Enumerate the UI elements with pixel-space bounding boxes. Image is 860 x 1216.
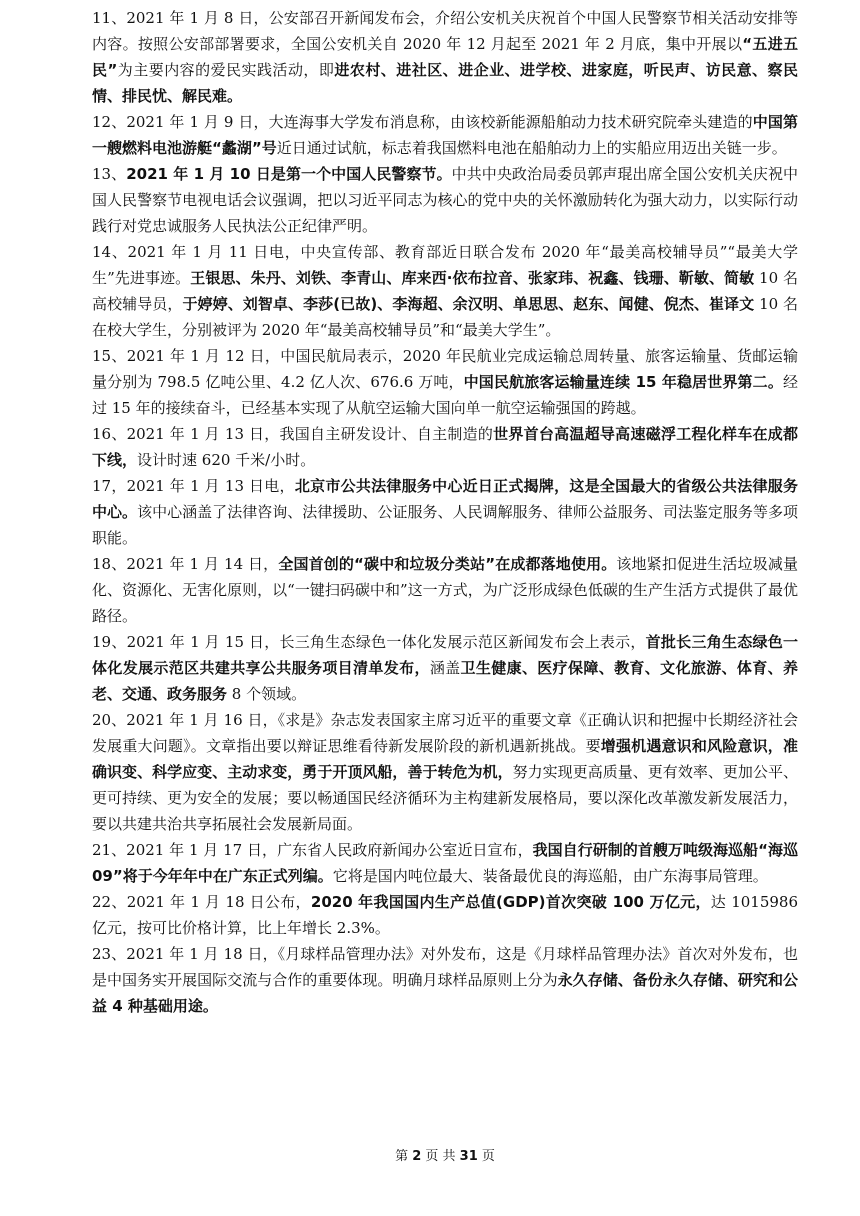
news-item [92,473,798,551]
news-item [92,837,798,889]
document-page [92,0,798,1216]
bold-text-segment: “五进五民” [92,35,798,79]
news-item [92,889,798,941]
footer-suffix: 页 [477,1149,495,1164]
page-total: 31 [459,1149,478,1164]
bold-text-segment: 2021 年 1 月 10 日是第一个中国人民警察节。 [126,165,452,183]
bold-text-segment: 北京市公共法律服务中心近日正式揭牌，这是全国最大的省级公共法律服务中心。 [92,477,798,521]
text-segment: 设计时速 620 千米/小时。 [137,451,316,469]
text-segment: 19、2021 年 1 月 15 日，长三角生态绿色一体化发展示范区新闻发布会上表示， [92,633,646,651]
text-segment: 17，2021 年 1 月 13 日电， [92,477,295,495]
text-segment: 达 1015986 亿元，按可比价格计算，比上年增长 2.3%。 [92,893,799,937]
text-segment: 23、2021 年 1 月 18 日，《月球样品管理办法》对外发布，这是《月球样品管理办法》首次对外发布，也是中国务实开展国际交流与合作的重要体现。明确月球样品原则上分为 [92,945,798,989]
bold-text-segment: 于婷婷、刘智卓、李莎(已故)、李海超、余汉明、单思思、赵东、闻健、倪杰、崔译文 [182,295,755,313]
news-list [92,5,798,1019]
bold-text-segment: 王银思、朱丹、刘铁、李青山、库来西·依布拉音、张家玮、祝鑫、钱珊、靳敏、简敏 [190,269,755,287]
text-segment: 22、2021 年 1 月 18 日公布， [92,893,311,911]
text-segment: 20、2021 年 1 月 16 日，《求是》杂志发表国家主席习近平的重要文章《正确认识和把握中长期经济社会发展重大问题》。文章指出要以辩证思维看待新发展阶段的新机遇新挑战。要 [92,711,798,755]
page-footer [92,1148,798,1166]
bold-text-segment: 卫生健康、医疗保障、教育、文化旅游、体育、养老、交通、政务服务 [92,659,798,703]
text-segment: 经过 15 年的接续奋斗，已经基本实现了从航空运输大国向单一航空运输强国的跨越。 [92,373,798,417]
news-item [92,629,798,707]
text-segment: 12、2021 年 1 月 9 日，大连海事大学发布消息称，由该校新能源船舶动力技术研究院牵头建造的 [92,113,753,131]
text-segment: 努力实现更高质量、更有效率、更加公平、更可持续、更为安全的发展；要以畅通国民经济循环为主构建新发展格局，要以深化改革激发新发展活力，要以共建共治共享拓展社会发展新局面。 [92,763,798,833]
news-item [92,707,798,837]
footer-prefix: 第 [395,1149,413,1164]
news-item [92,421,798,473]
page-number: 2 [412,1149,422,1164]
news-item [92,551,798,629]
text-segment: 16、2021 年 1 月 13 日，我国自主研发设计、自主制造的 [92,425,494,443]
news-item [92,941,798,1019]
text-segment: 该中心涵盖了法律咨询、法律援助、公证服务、人民调解服务、律师公益服务、司法鉴定服务等多项职能。 [92,503,798,547]
news-item [92,109,798,161]
text-segment: 该地紧扣促进生活垃圾减量化、资源化、无害化原则，以“一键扫码碳中和”这一方式，为广泛形成绿色低碳的生产生活方式提供了最优路径。 [92,555,798,625]
text-segment: 为主要内容的爱民实践活动，即 [117,61,335,79]
bold-text-segment: 永久存储、备份永久存储、研究和公益 4 种基础用途。 [92,971,798,1015]
news-item [92,5,798,109]
text-segment: 10 名在校大学生，分别被评为 2020 年“最美高校辅导员”和“最美大学生”。 [92,295,798,339]
text-segment: 中共中央政治局委员郭声琨出席全国公安机关庆祝中国人民警察节电视电话会议强调，把以习近平同志为核心的党中央的关怀激励转化为强大动力，以实际行动践行对党忠诚服务人民执法公正纪律严明。 [92,165,799,235]
news-item [92,239,798,343]
text-segment: 它将是国内吨位最大、装备最优良的海巡船，由广东海事局管理。 [332,867,768,885]
text-segment: 11、2021 年 1 月 8 日，公安部召开新闻发布会，介绍公安机关庆祝首个中国人民警察节相关活动安排等内容。按照公安部部署要求，全国公安机关自 2020 年 12 月起至 2021 年 2 月底，集中开展以 [92,9,798,53]
text-segment: 涵盖 [429,659,461,677]
text-segment: 14、2021 年 1 月 11 日电，中央宣传部、教育部近日联合发布 2020 年“最美高校辅导员”“最美大学生”先进事迹。 [92,243,798,287]
text-segment: 21、2021 年 1 月 17 日，广东省人民政府新闻办公室近日宣布， [92,841,533,859]
footer-middle: 页 共 [421,1149,460,1164]
bold-text-segment: 增强机遇意识和风险意识，准确识变、科学应变、主动求变，勇于开顶风船，善于转危为机， [92,737,798,781]
text-segment: 18、2021 年 1 月 14 日， [92,555,279,573]
news-item [92,161,798,239]
bold-text-segment: 首批长三角生态绿色一体化发展示范区共建共享公共服务项目清单发布， [92,633,798,677]
bold-text-segment: 中国第一艘燃料电池游艇“蠡湖”号 [92,113,798,157]
news-item [92,343,798,421]
text-segment: 8 个领域。 [227,685,307,703]
text-segment: 13、 [92,165,127,183]
text-segment: 10 名高校辅导员， [92,269,798,313]
bold-text-segment: 进农村、进社区、进企业、进学校、进家庭，听民声、访民意、察民情、排民忧、解民难。 [92,61,798,105]
bold-text-segment: 中国民航旅客运输量连续 15 年稳居世界第二。 [463,373,783,391]
text-segment: 近日通过试航，标志着我国燃料电池在船舶动力上的实船应用迈出关链一步。 [276,139,787,157]
text-segment: 15、2021 年 1 月 12 日，中国民航局表示，2020 年民航业完成运输总周转量、旅客运输量、货邮运输量分别为 798.5 亿吨公里、4.2 亿人次、676.6 万吨， [92,347,798,391]
bold-text-segment: 我国自行研制的首艘万吨级海巡船“海巡 09”将于今年年中在广东正式列编。 [92,841,798,885]
bold-text-segment: 2020 年我国国内生产总值(GDP)首次突破 100 万亿元， [310,893,711,911]
bold-text-segment: 世界首台高温超导高速磁浮工程化样车在成都下线， [92,425,799,469]
bold-text-segment: 全国首创的“碳中和垃圾分类站”在成都落地使用。 [278,555,617,573]
